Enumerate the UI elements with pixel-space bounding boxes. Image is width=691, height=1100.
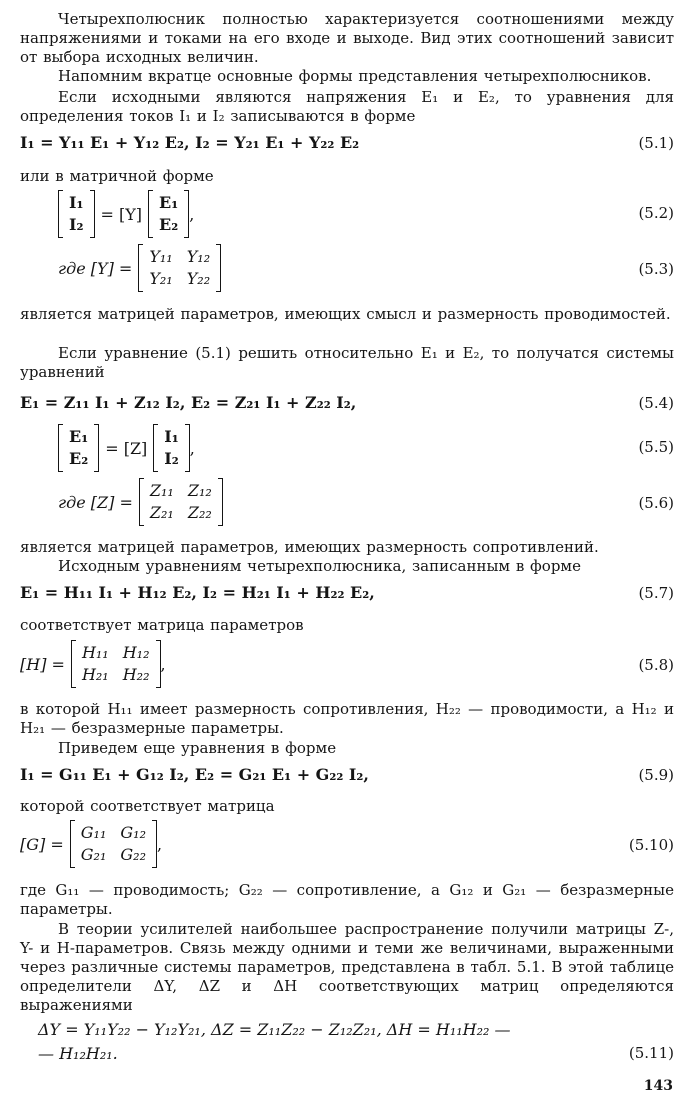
equation-5-11 <box>20 1020 674 1070</box>
equation-5-6-number: (5.6) <box>638 494 674 512</box>
equation-5-8-prefix: [H] = <box>20 654 65 674</box>
equation-5-7-body: E₁ = H₁₁ I₁ + H₁₂ E₂, I₂ = H₂₁ I₁ + H₂₂ E₂, <box>20 583 375 602</box>
matrix-cell: Z₁₂ <box>187 481 212 500</box>
equation-5-3 <box>20 244 674 296</box>
matrix-cell: Z₂₂ <box>187 503 212 522</box>
matrix-g <box>70 820 157 868</box>
vector-cell: E₂ <box>159 215 179 234</box>
matrix-cell: Y₁₁ <box>149 247 173 266</box>
equation-5-11-line2: — H₁₂H₂₁. <box>38 1044 118 1063</box>
paragraph-admittance: является матрицей параметров, имеющих смысл и размерность проводимостей. <box>20 305 671 323</box>
equation-5-8-number: (5.8) <box>638 656 674 674</box>
matrix-cell: H₁₂ <box>122 643 150 662</box>
vector-cell: E₁ <box>69 427 89 446</box>
equation-5-10-number: (5.10) <box>628 836 674 854</box>
equation-5-5-number: (5.5) <box>638 438 674 456</box>
equation-5-8 <box>20 640 674 692</box>
vector-cell: I₁ <box>69 193 84 212</box>
equation-5-7-number: (5.7) <box>638 584 674 602</box>
vector-cell: E₁ <box>159 193 179 212</box>
vector-currents <box>153 424 190 472</box>
equation-5-9-body: I₁ = G₁₁ E₁ + G₁₂ I₂, E₂ = G₂₁ E₁ + G₂₂ I₂, <box>20 765 369 784</box>
page-number: 143 <box>643 1078 673 1094</box>
equation-5-5 <box>20 424 674 474</box>
matrix-cell: G₂₁ <box>80 845 107 864</box>
paragraph-g-matrix: которой соответствует матрица <box>20 797 275 815</box>
equation-5-10-tail: , <box>156 834 163 854</box>
equation-5-4-body: E₁ = Z₁₁ I₁ + Z₁₂ I₂, E₂ = Z₂₁ I₁ + Z₂₂ I₂, <box>20 393 357 412</box>
equation-5-8-tail: , <box>160 654 166 674</box>
paragraph-initial-eq: Исходным уравнениям четырехполюсника, записанным в форме <box>58 557 581 575</box>
vector-voltages <box>58 424 99 472</box>
matrix-cell: Y₂₂ <box>186 269 211 288</box>
matrix-cell: H₂₁ <box>81 665 109 684</box>
equation-5-3-number: (5.3) <box>638 260 674 278</box>
equation-5-6 <box>20 478 674 530</box>
matrix-cell: Y₁₂ <box>186 247 211 266</box>
equation-5-2 <box>20 190 674 240</box>
equation-5-9-number: (5.9) <box>638 766 674 784</box>
equation-5-10-prefix: [G] = <box>20 834 64 854</box>
paragraph-g-form: Приведем еще уравнения в форме <box>58 739 337 757</box>
equation-5-1-number: (5.1) <box>638 134 674 152</box>
vector-cell: I₂ <box>164 449 179 468</box>
vector-cell: I₁ <box>164 427 179 446</box>
paragraph-h-matrix: соответствует матрица параметров <box>20 616 304 634</box>
paragraph-amplifiers: В теории усилителей наибольшее распространение получили матрицы Z-, Y- и H-параметров. Связь между одними и теми же величинами, выраженными через различные системы параметров, представлена в табл. 5.1. В этой таблице определители ΔY, ΔZ и ΔH соответствующих матриц определяются выражениями <box>20 920 674 1014</box>
equation-5-7 <box>20 578 674 608</box>
vector-cell: E₂ <box>69 449 89 468</box>
matrix-cell: H₁₁ <box>81 643 109 662</box>
matrix-cell: G₁₂ <box>120 823 146 842</box>
paragraph-solve: Если уравнение (5.1) решить относительно E₁ и E₂, то получатся системы уравнений <box>20 344 674 381</box>
equation-5-11-line1: ΔY = Y₁₁Y₂₂ − Y₁₂Y₂₁, ΔZ = Z₁₁Z₂₂ − Z₁₂Z₂₁, ΔH = H₁₁H₂₂ — <box>38 1020 511 1039</box>
equation-5-4 <box>20 388 674 418</box>
matrix-h <box>71 640 161 688</box>
matrix-cell: G₂₂ <box>120 845 146 864</box>
equation-5-5-operator: = [Z] <box>105 438 148 458</box>
paragraph-h-description: в которой H₁₁ имеет размерность сопротивления, H₂₂ — проводимости, а H₁₂ и H₂₁ — безразмерные параметры. <box>20 700 674 737</box>
equation-5-1 <box>20 128 674 158</box>
vector-cell: I₂ <box>69 215 84 234</box>
equation-5-10 <box>20 820 674 872</box>
equation-5-9 <box>20 760 674 790</box>
equation-5-4-number: (5.4) <box>638 394 674 412</box>
matrix-cell: Y₂₁ <box>149 269 173 288</box>
equation-5-3-prefix: где [Y] = <box>58 258 133 278</box>
vector-voltages <box>148 190 189 238</box>
paragraph-voltages: Если исходными являются напряжения E₁ и E₂, то уравнения для определения токов I₁ и I₂ записываются в форме <box>20 88 674 125</box>
equation-5-2-tail: , <box>189 204 195 224</box>
matrix-cell: Z₂₁ <box>149 503 174 522</box>
equation-5-2-operator: = [Y] <box>100 204 143 224</box>
paragraph-matrix-form: или в матричной форме <box>20 167 214 185</box>
equation-5-2-number: (5.2) <box>638 204 674 222</box>
matrix-cell: Z₁₁ <box>149 481 174 500</box>
equation-5-5-tail: , <box>189 438 195 458</box>
equation-5-11-number: (5.11) <box>628 1044 674 1062</box>
equation-5-1-body: I₁ = Y₁₁ E₁ + Y₁₂ E₂, I₂ = Y₂₁ E₁ + Y₂₂ E₂ <box>20 133 360 152</box>
matrix-cell: H₂₂ <box>122 665 150 684</box>
matrix-z <box>139 478 223 526</box>
vector-currents <box>58 190 95 238</box>
equation-5-6-prefix: где [Z] = <box>58 492 133 512</box>
paragraph-forms: Напомним вкратце основные формы представления четырехполюсников. <box>58 67 652 85</box>
matrix-y <box>138 244 221 292</box>
paragraph-g-description: где G₁₁ — проводимость; G₂₂ — сопротивление, а G₁₂ и G₂₁ — безразмерные параметры. <box>20 881 674 918</box>
paragraph-intro: Четырехполюсник полностью характеризуется соотношениями между напряжениями и токами на его входе и выходе. Вид этих соотношений зависит от выбора исходных величин. <box>20 10 674 66</box>
paragraph-impedance: является матрицей параметров, имеющих размерность сопротивлений. <box>20 538 599 556</box>
matrix-cell: G₁₁ <box>80 823 107 842</box>
